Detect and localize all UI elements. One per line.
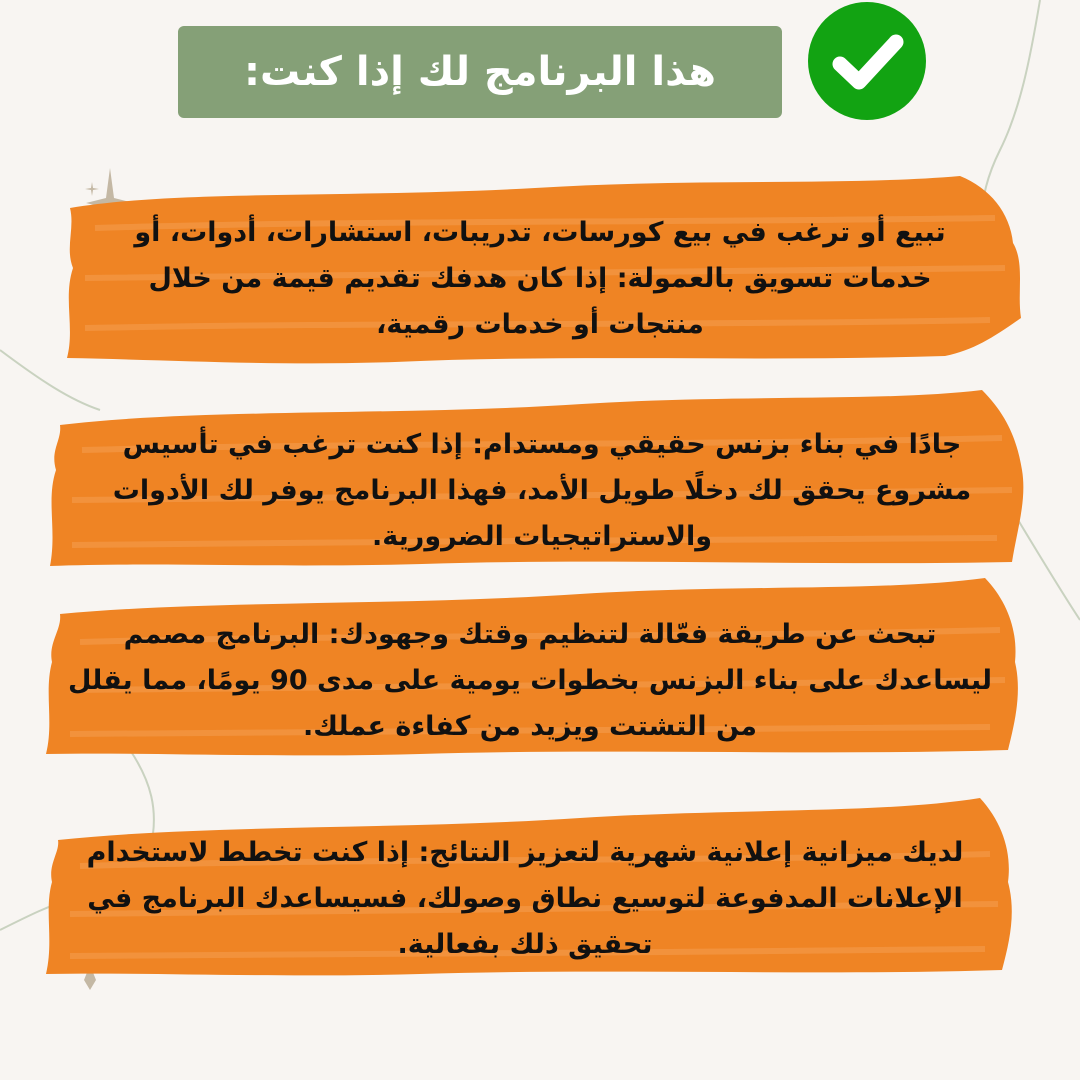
item-line: منتجات أو خدمات رقمية، bbox=[376, 309, 704, 340]
item-text-3 bbox=[55, 612, 1005, 750]
brush-card-1 bbox=[55, 168, 1030, 368]
brush-card-3 bbox=[40, 572, 1025, 762]
item-line: مشروع يحقق لك دخلًا طويل الأمد، فهذا البرنامج يوفر لك الأدوات bbox=[112, 475, 972, 506]
item-text-4 bbox=[65, 830, 985, 968]
brush-card-4 bbox=[40, 790, 1015, 980]
item-text-1 bbox=[100, 210, 980, 348]
item-line: تحقيق ذلك بفعالية. bbox=[397, 929, 653, 960]
item-line: تبحث عن طريقة فعّالة لتنظيم وقتك وجهودك: البرنامج مصمم bbox=[123, 619, 937, 650]
item-line: خدمات تسويق بالعمولة: إذا كان هدفك تقديم قيمة من خلال bbox=[148, 263, 932, 294]
item-line: تبيع أو ترغب في بيع كورسات، تدريبات، استشارات، أدوات، أو bbox=[134, 217, 946, 248]
item-line: والاستراتيجيات الضرورية. bbox=[372, 521, 712, 552]
brush-card-2 bbox=[42, 380, 1032, 570]
item-line: الإعلانات المدفوعة لتوسيع نطاق وصولك، فسيساعدك البرنامج في bbox=[87, 883, 963, 914]
item-line: ليساعدك على بناء البزنس بخطوات يومية على مدى 90 يومًا، مما يقلل bbox=[68, 665, 992, 696]
item-line: لديك ميزانية إعلانية شهرية لتعزيز النتائج: إذا كنت تخطط لاستخدام bbox=[86, 837, 964, 868]
item-line: جادًا في بناء بزنس حقيقي ومستدام: إذا كنت ترغب في تأسيس bbox=[122, 429, 962, 460]
item-text-2 bbox=[97, 422, 987, 560]
title-banner bbox=[178, 26, 782, 118]
check-circle-icon bbox=[808, 2, 926, 120]
item-line: من التشتت ويزيد من كفاءة عملك. bbox=[303, 711, 757, 742]
page-title: هذا البرنامج لك إذا كنت: bbox=[244, 49, 716, 95]
